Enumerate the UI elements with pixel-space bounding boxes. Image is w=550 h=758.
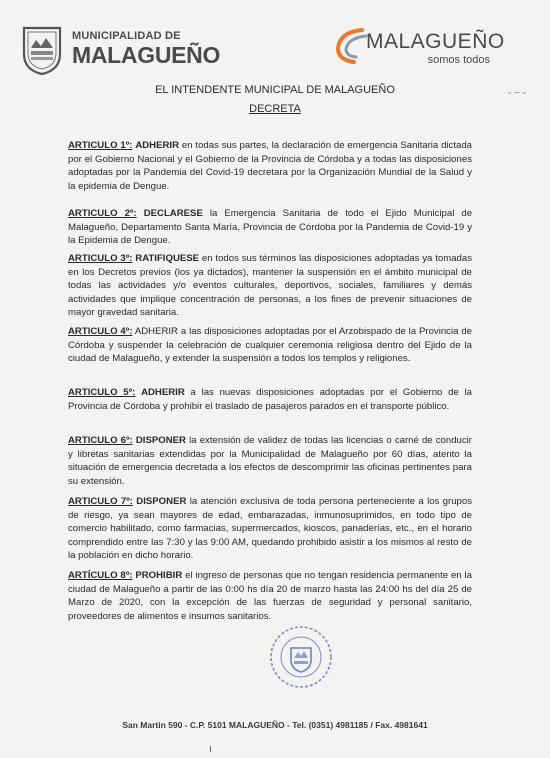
article-text: ADHERIR a las disposiciones adoptadas por el Arzobispado de la Provincia de Córdoba y suspender la celebración de cualquier ceremonia religiosa dentro del Ejido de la ciudad de Malagueño, y extender la suspensión a todos los templos y religiones. [68, 326, 472, 365]
article-6 [68, 434, 472, 488]
article-verb: ADHERIR [135, 140, 180, 151]
municipal-crest-icon [20, 24, 64, 76]
article-text: en todas sus partes, la declaración de emergencia Sanitaria dictada por el Gobierno Nacional y el Gobierno de la Provincia de Córdoba y a todas las disposiciones adoptadas por la Pandemia del Covid-19 decretara por la Organización Mundial de la Salud y la epidemia de Dengue. [68, 140, 473, 192]
article-text: en todos sus términos las disposiciones adoptadas ya tomadas en los Decretos previos (los ya dictados), mantener la suspensión en el ámbito municipal de todas las actividades y/o eventos culturales, deportivos, sociales, familiares y demás actividades que implique concentración de personas, a los fines de prevenir situaciones de mayor gravedad sanitaria. [68, 253, 473, 319]
article-verb: PROHIBIR [135, 570, 183, 581]
decree-subtitle: DECRETA [249, 103, 301, 115]
article-label: ARTICULO 4º: [68, 326, 133, 337]
article-text: la extensión de validez de todas las licencias o carné de conducir y libretas sanitarias extendidas por la Municipalidad de Malagueño por 60 días, atento la situación de emergencia decretada a los efectos de descomprimir las oficinas pertinentes para su extensión. [68, 435, 472, 487]
article-3 [68, 252, 472, 320]
article-verb: DISPONER [136, 496, 187, 507]
article-8 [68, 569, 472, 623]
decree-title: EL INTENDENTE MUNICIPAL DE MALAGUEÑO [155, 84, 395, 96]
municipality-big-text: MALAGUEÑO [72, 42, 221, 68]
article-label: ARTICULO 2º: [68, 208, 137, 219]
brand-big-text: MALAGUEÑO [366, 30, 505, 53]
article-text: el ingreso de personas que no tengan residencia permanente en la ciudad de Malagueño a partir de las 0:00 hs día 20 de marzo hasta las 24:00 hs del día 25 de Marzo de 2020, con la excepción de las fuerzas de seguridad y personal sanitario, proveedores de alimentos e insumos sanitarios. [68, 570, 472, 622]
article-label: ARTICULO 5º: [68, 387, 136, 398]
article-1 [68, 139, 472, 193]
article-label: ARTICULO 6º: [68, 435, 133, 446]
article-text: a las nuevas disposiciones adoptadas por el Gobierno de la Provincia de Córdoba y prohibir el traslado de pasajeros parados en el transporte público. [68, 387, 472, 412]
article-verb: DISPONER [135, 435, 186, 446]
article-label: ARTÍCULO 8º: [68, 570, 133, 581]
official-stamp-icon [268, 624, 334, 690]
margin-scribble: - ~ - [508, 88, 527, 99]
article-7 [68, 495, 472, 563]
bottom-mark [210, 746, 211, 752]
article-verb: DECLARESE [143, 208, 203, 219]
article-verb: ADHERIR [141, 387, 185, 398]
article-text: la Emergencia Sanitaria de todo el Ejido Municipal de Malagueño, Departamento Santa María, Provincia de Córdoba por la Pandemia de Covid-19 y la Epidemia de Dengue. [68, 208, 473, 247]
article-label: ARTICULO 7º: [68, 496, 133, 507]
article-5 [68, 386, 472, 413]
article-label: ARTICULO 3º: [68, 253, 133, 264]
footer-address: San Martin 590 - C.P. 5101 MALAGUEÑO - Tel. (0351) 4981185 / Fax. 4981641 [122, 720, 428, 730]
article-2 [68, 207, 472, 248]
brand-tagline: somos todos [427, 54, 490, 66]
municipality-small-text: MUNICIPALIDAD DE [72, 30, 181, 42]
article-4 [68, 325, 472, 366]
article-verb: RATIFIQUESE [135, 253, 200, 264]
brand-wordmark [366, 30, 506, 66]
municipality-wordmark [72, 30, 220, 67]
article-text: la atención exclusiva de toda persona perteneciente a los grupos de riesgo, ya sean mayores de edad, embarazadas, inmunosuprimidos, en todo tipo de comercio habilitado, como farmacias, supermercados, kioscos, panaderías, etc., en el horario comprendido entre las 7:30 y las 9:00 AM, quedando prohibido asistir a los mismos al resto de la población en dicho horario. [68, 496, 473, 562]
article-label: ARTICULO 1º: [68, 140, 133, 151]
